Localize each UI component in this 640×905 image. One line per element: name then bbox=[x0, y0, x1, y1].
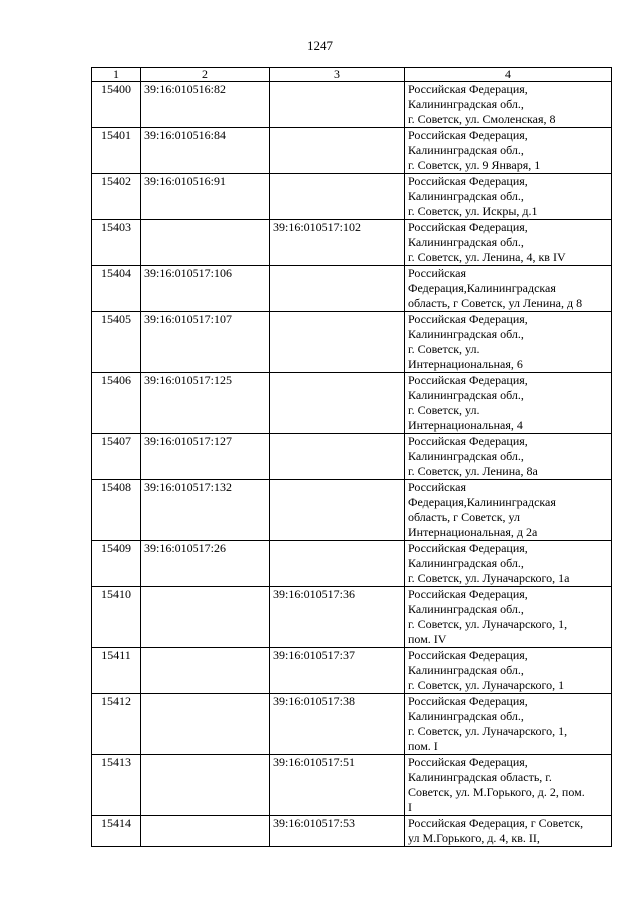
address-line: Российская Федерация, bbox=[408, 587, 528, 601]
building-cadastral-number bbox=[270, 128, 405, 174]
address-cell bbox=[405, 220, 612, 266]
building-cadastral-number: 39:16:010517:51 bbox=[270, 755, 405, 816]
land-cadastral-number: 39:16:010517:132 bbox=[141, 480, 270, 541]
row-number: 15412 bbox=[92, 694, 141, 755]
row-number: 15410 bbox=[92, 587, 141, 648]
table-row bbox=[92, 541, 612, 587]
address-cell bbox=[405, 312, 612, 373]
building-cadastral-number bbox=[270, 480, 405, 541]
table-row bbox=[92, 220, 612, 266]
address-line: Советск, ул. М.Горького, д. 2, пом. bbox=[408, 785, 585, 799]
address-line: Российская Федерация, bbox=[408, 128, 528, 142]
building-cadastral-number bbox=[270, 174, 405, 220]
row-number: 15404 bbox=[92, 266, 141, 312]
address-cell bbox=[405, 587, 612, 648]
building-cadastral-number: 39:16:010517:36 bbox=[270, 587, 405, 648]
table-row bbox=[92, 373, 612, 434]
address-cell bbox=[405, 648, 612, 694]
address-cell bbox=[405, 434, 612, 480]
row-number: 15413 bbox=[92, 755, 141, 816]
address-line: Российская Федерация, bbox=[408, 373, 528, 387]
address-line: Российская Федерация, bbox=[408, 220, 528, 234]
address-cell bbox=[405, 694, 612, 755]
address-line: Интернациональная, 6 bbox=[408, 357, 523, 371]
address-line: Калининградская обл., bbox=[408, 97, 524, 111]
row-number: 15408 bbox=[92, 480, 141, 541]
land-cadastral-number: 39:16:010517:106 bbox=[141, 266, 270, 312]
row-number: 15403 bbox=[92, 220, 141, 266]
address-line: г. Советск, ул. Луначарского, 1, bbox=[408, 724, 568, 738]
table-row bbox=[92, 174, 612, 220]
table-row bbox=[92, 694, 612, 755]
address-line: Калининградская обл., bbox=[408, 388, 524, 402]
address-line: Интернациональная, 4 bbox=[408, 418, 523, 432]
table-row bbox=[92, 312, 612, 373]
address-line: Российская Федерация, bbox=[408, 434, 528, 448]
address-line: Калининградская обл., bbox=[408, 663, 524, 677]
address-line: Интернациональная, д 2а bbox=[408, 525, 538, 539]
address-line: пом. I bbox=[408, 739, 438, 753]
land-cadastral-number: 39:16:010517:26 bbox=[141, 541, 270, 587]
address-line: Калининградская обл., bbox=[408, 143, 524, 157]
table-row bbox=[92, 480, 612, 541]
address-line: Российская bbox=[408, 480, 466, 494]
address-line: Калининградская обл., bbox=[408, 602, 524, 616]
header-row bbox=[92, 68, 612, 82]
header-col-2: 2 bbox=[141, 68, 270, 82]
land-cadastral-number bbox=[141, 694, 270, 755]
address-line: Калининградская обл., bbox=[408, 556, 524, 570]
address-line: I bbox=[408, 800, 412, 814]
table-row bbox=[92, 266, 612, 312]
building-cadastral-number bbox=[270, 312, 405, 373]
table-row bbox=[92, 434, 612, 480]
address-line: Российская Федерация, bbox=[408, 82, 528, 96]
address-cell bbox=[405, 755, 612, 816]
land-cadastral-number: 39:16:010516:91 bbox=[141, 174, 270, 220]
row-number: 15405 bbox=[92, 312, 141, 373]
address-line: область, г Советск, ул bbox=[408, 510, 521, 524]
land-cadastral-number bbox=[141, 816, 270, 847]
address-line: Российская Федерация, bbox=[408, 648, 528, 662]
building-cadastral-number: 39:16:010517:53 bbox=[270, 816, 405, 847]
address-line: г. Советск, ул. bbox=[408, 342, 480, 356]
table-row bbox=[92, 755, 612, 816]
address-line: Российская Федерация, bbox=[408, 694, 528, 708]
address-line: г. Советск, ул. 9 Января, 1 bbox=[408, 158, 541, 172]
address-line: г. Советск, ул. Искры, д.1 bbox=[408, 204, 538, 218]
address-line: область, г Советск, ул Ленина, д 8 bbox=[408, 296, 583, 310]
building-cadastral-number bbox=[270, 373, 405, 434]
building-cadastral-number: 39:16:010517:102 bbox=[270, 220, 405, 266]
address-cell bbox=[405, 266, 612, 312]
address-line: Российская Федерация, bbox=[408, 312, 528, 326]
address-line: Российская Федерация, bbox=[408, 541, 528, 555]
header-col-3: 3 bbox=[270, 68, 405, 82]
row-number: 15414 bbox=[92, 816, 141, 847]
address-cell bbox=[405, 541, 612, 587]
building-cadastral-number bbox=[270, 82, 405, 128]
building-cadastral-number bbox=[270, 266, 405, 312]
address-line: Российская Федерация, bbox=[408, 174, 528, 188]
table-row bbox=[92, 128, 612, 174]
address-line: г. Советск, ул. Смоленская, 8 bbox=[408, 112, 556, 126]
address-line: г. Советск, ул. Ленина, 4, кв IV bbox=[408, 250, 566, 264]
land-cadastral-number: 39:16:010517:127 bbox=[141, 434, 270, 480]
address-line: Федерация,Калининградская bbox=[408, 495, 556, 509]
building-cadastral-number: 39:16:010517:38 bbox=[270, 694, 405, 755]
land-cadastral-number bbox=[141, 755, 270, 816]
header-col-4: 4 bbox=[405, 68, 612, 82]
address-line: ул М.Горького, д. 4, кв. II, bbox=[408, 831, 540, 845]
address-line: г. Советск, ул. Луначарского, 1, bbox=[408, 617, 568, 631]
address-line: Российская bbox=[408, 266, 466, 280]
address-cell bbox=[405, 128, 612, 174]
land-cadastral-number: 39:16:010517:107 bbox=[141, 312, 270, 373]
address-line: г. Советск, ул. bbox=[408, 403, 480, 417]
land-cadastral-number bbox=[141, 648, 270, 694]
header-col-1: 1 bbox=[92, 68, 141, 82]
address-line: г. Советск, ул. Луначарского, 1а bbox=[408, 571, 570, 585]
table-row bbox=[92, 816, 612, 847]
address-line: Калининградская обл., bbox=[408, 709, 524, 723]
row-number: 15409 bbox=[92, 541, 141, 587]
land-cadastral-number bbox=[141, 587, 270, 648]
address-line: Российская Федерация, г Советск, bbox=[408, 816, 584, 830]
address-line: г. Советск, ул. Ленина, 8а bbox=[408, 464, 538, 478]
building-cadastral-number bbox=[270, 434, 405, 480]
land-cadastral-number: 39:16:010517:125 bbox=[141, 373, 270, 434]
registry-table bbox=[91, 67, 612, 847]
land-cadastral-number bbox=[141, 220, 270, 266]
address-cell bbox=[405, 174, 612, 220]
address-cell bbox=[405, 373, 612, 434]
address-line: Калининградская обл., bbox=[408, 449, 524, 463]
row-number: 15401 bbox=[92, 128, 141, 174]
page-number: 1247 bbox=[307, 38, 333, 53]
table-row bbox=[92, 587, 612, 648]
address-cell bbox=[405, 480, 612, 541]
address-cell bbox=[405, 82, 612, 128]
land-cadastral-number: 39:16:010516:84 bbox=[141, 128, 270, 174]
address-line: Российская Федерация, bbox=[408, 755, 528, 769]
address-line: Федерация,Калининградская bbox=[408, 281, 556, 295]
address-line: Калининградская обл., bbox=[408, 327, 524, 341]
address-line: г. Советск, ул. Луначарского, 1 bbox=[408, 678, 565, 692]
row-number: 15400 bbox=[92, 82, 141, 128]
row-number: 15402 bbox=[92, 174, 141, 220]
row-number: 15406 bbox=[92, 373, 141, 434]
table-row bbox=[92, 648, 612, 694]
row-number: 15411 bbox=[92, 648, 141, 694]
row-number: 15407 bbox=[92, 434, 141, 480]
address-line: пом. IV bbox=[408, 632, 447, 646]
table-body bbox=[92, 82, 612, 847]
address-line: Калининградская область, г. bbox=[408, 770, 552, 784]
land-cadastral-number: 39:16:010516:82 bbox=[141, 82, 270, 128]
address-cell bbox=[405, 816, 612, 847]
address-line: Калининградская обл., bbox=[408, 189, 524, 203]
building-cadastral-number bbox=[270, 541, 405, 587]
table-row bbox=[92, 82, 612, 128]
building-cadastral-number: 39:16:010517:37 bbox=[270, 648, 405, 694]
address-line: Калининградская обл., bbox=[408, 235, 524, 249]
